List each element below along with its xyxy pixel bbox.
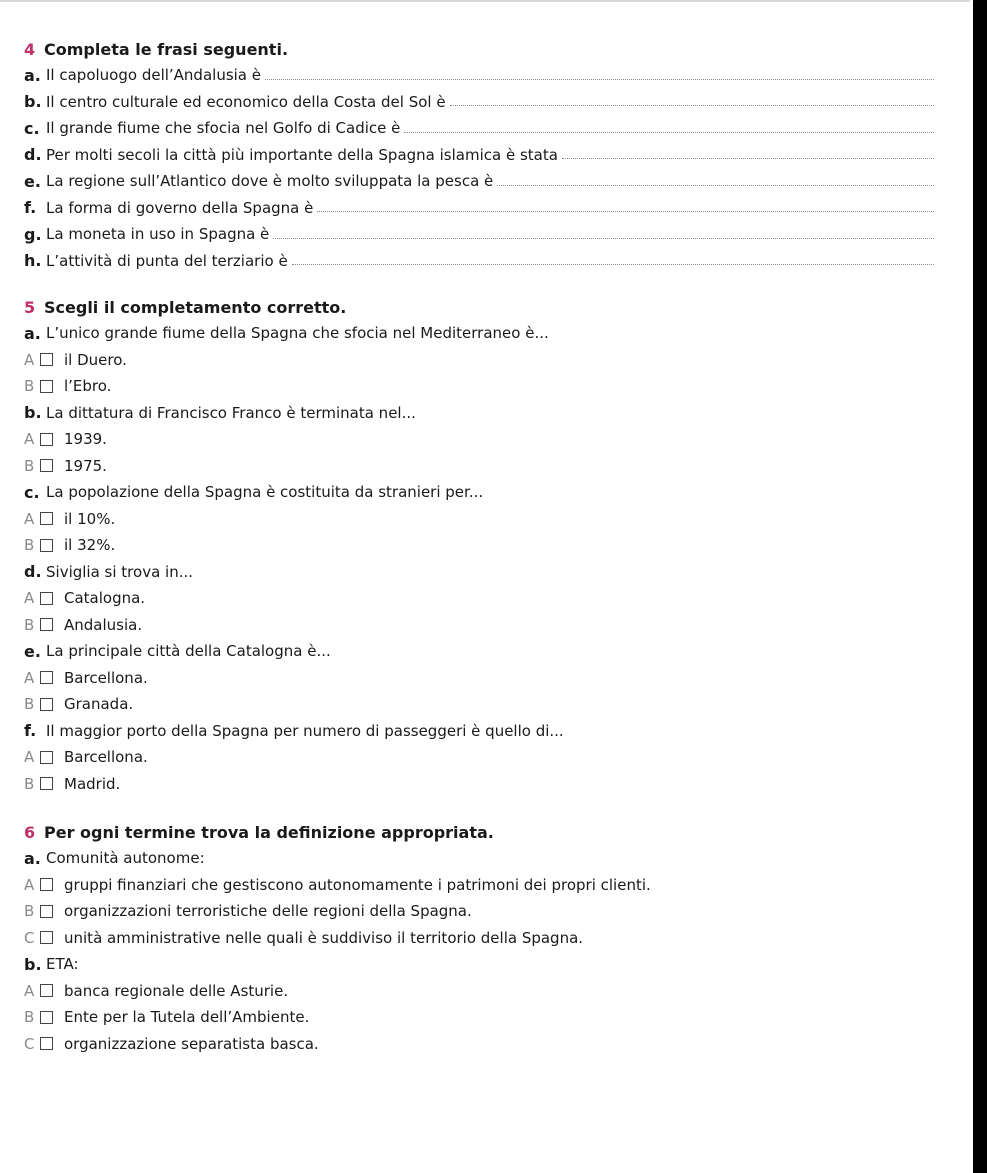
option-label: B <box>24 536 35 555</box>
question-f <box>24 718 934 745</box>
option-text: organizzazione separatista basca. <box>64 1034 319 1053</box>
option-label: B <box>24 902 35 921</box>
option-text: l’Ebro. <box>64 377 112 396</box>
option-text: Ente per la Tutela dell’Ambiente. <box>64 1008 310 1027</box>
option-text: 1939. <box>64 430 107 449</box>
question-letter: b. <box>24 954 42 974</box>
item-letter: c. <box>24 118 40 138</box>
option-b-B[interactable] <box>24 453 934 480</box>
option-a-A[interactable] <box>24 347 934 374</box>
checkbox[interactable] <box>40 539 53 552</box>
option-e-B[interactable] <box>24 691 934 718</box>
option-6b-B[interactable] <box>24 1004 934 1031</box>
option-b-A[interactable] <box>24 426 934 453</box>
option-f-B[interactable] <box>24 771 934 798</box>
answer-line[interactable] <box>292 264 934 265</box>
question-text: La principale città della Catalogna è... <box>46 642 331 661</box>
question-letter: f. <box>24 721 37 741</box>
fill-in-item-f <box>24 195 934 222</box>
option-text: Andalusia. <box>64 615 143 634</box>
item-letter: g. <box>24 224 42 244</box>
item-text: Il grande fiume che sfocia nel Golfo di Cadice è <box>46 119 401 138</box>
checkbox[interactable] <box>40 751 53 764</box>
top-rule <box>0 0 970 2</box>
option-label: B <box>24 456 35 475</box>
option-label: B <box>24 615 35 634</box>
option-text: organizzazioni terroristiche delle regioni della Spagna. <box>64 902 472 921</box>
answer-line[interactable] <box>450 105 934 106</box>
answer-line[interactable] <box>404 132 934 133</box>
checkbox[interactable] <box>40 459 53 472</box>
option-label: A <box>24 668 35 687</box>
answer-line[interactable] <box>497 185 934 186</box>
option-text: gruppi finanziari che gestiscono autonomamente i patrimoni dei propri clienti. <box>64 875 651 894</box>
checkbox[interactable] <box>40 353 53 366</box>
question-letter: b. <box>24 403 42 423</box>
question-letter: a. <box>24 323 41 343</box>
item-text: La forma di governo della Spagna è <box>46 198 314 217</box>
question-text: ETA: <box>46 955 79 974</box>
checkbox[interactable] <box>40 698 53 711</box>
question-letter: c. <box>24 482 40 502</box>
option-label: A <box>24 509 35 528</box>
checkbox[interactable] <box>40 984 53 997</box>
checkbox[interactable] <box>40 380 53 393</box>
fill-in-item-e <box>24 168 934 195</box>
option-text: 1975. <box>64 456 107 475</box>
option-label: A <box>24 350 35 369</box>
question-text: Siviglia si trova in... <box>46 562 194 581</box>
fill-in-item-d <box>24 142 934 169</box>
option-label: A <box>24 589 35 608</box>
exercise-title: Scegli il completamento corretto. <box>44 297 347 317</box>
worksheet-page <box>24 36 934 1057</box>
option-label: B <box>24 774 35 793</box>
answer-line[interactable] <box>562 158 934 159</box>
item-letter: b. <box>24 92 42 112</box>
question-text: La dittatura di Francisco Franco è terminata nel... <box>46 403 416 422</box>
question-c <box>24 479 934 506</box>
answer-line[interactable] <box>265 79 934 80</box>
fill-in-item-h <box>24 248 934 275</box>
checkbox[interactable] <box>40 878 53 891</box>
item-letter: f. <box>24 198 37 218</box>
exercise-title: Per ogni termine trova la definizione appropriata. <box>44 822 494 842</box>
option-text: unità amministrative nelle quali è suddiviso il territorio della Spagna. <box>64 928 584 947</box>
question-letter: d. <box>24 562 42 582</box>
question-text: Comunità autonome: <box>46 849 205 868</box>
option-d-A[interactable] <box>24 585 934 612</box>
option-text: Barcellona. <box>64 668 148 687</box>
option-6a-A[interactable] <box>24 872 934 899</box>
item-text: Il capoluogo dell’Andalusia è <box>46 66 261 85</box>
checkbox[interactable] <box>40 1037 53 1050</box>
option-c-A[interactable] <box>24 506 934 533</box>
item-letter: e. <box>24 171 41 191</box>
exercise-number: 6 <box>24 822 36 842</box>
checkbox[interactable] <box>40 433 53 446</box>
option-label: A <box>24 981 35 1000</box>
question-text: L’unico grande fiume della Spagna che sfocia nel Mediterraneo è... <box>46 324 549 343</box>
option-d-B[interactable] <box>24 612 934 639</box>
option-a-B[interactable] <box>24 373 934 400</box>
option-text: Catalogna. <box>64 589 146 608</box>
option-6a-C[interactable] <box>24 925 934 952</box>
exercise-4-heading <box>24 36 934 62</box>
option-text: Barcellona. <box>64 748 148 767</box>
item-letter: a. <box>24 65 41 85</box>
question-text: Il maggior porto della Spagna per numero di passeggeri è quello di... <box>46 721 564 740</box>
option-label: A <box>24 875 35 894</box>
checkbox[interactable] <box>40 671 53 684</box>
option-label: B <box>24 695 35 714</box>
option-e-A[interactable] <box>24 665 934 692</box>
question-letter: a. <box>24 848 41 868</box>
item-text: Il centro culturale ed economico della Costa del Sol è <box>46 92 446 111</box>
fill-in-item-a <box>24 62 934 89</box>
checkbox[interactable] <box>40 931 53 944</box>
fill-in-item-c <box>24 115 934 142</box>
question-text: La popolazione della Spagna è costituita da stranieri per... <box>46 483 484 502</box>
item-text: L’attività di punta del terziario è <box>46 251 288 270</box>
checkbox[interactable] <box>40 777 53 790</box>
question-d <box>24 559 934 586</box>
answer-line[interactable] <box>273 238 934 239</box>
item-text: La regione sull’Atlantico dove è molto sviluppata la pesca è <box>46 172 494 191</box>
question-a <box>24 320 934 347</box>
option-text: il 32%. <box>64 536 116 555</box>
exercise-6-heading <box>24 819 934 845</box>
option-label: A <box>24 748 35 767</box>
term-b <box>24 951 934 978</box>
option-text: Madrid. <box>64 774 121 793</box>
checkbox[interactable] <box>40 1011 53 1024</box>
exercise-number: 4 <box>24 39 36 59</box>
question-e <box>24 638 934 665</box>
option-f-A[interactable] <box>24 744 934 771</box>
option-text: il 10%. <box>64 509 116 528</box>
option-6b-C[interactable] <box>24 1031 934 1058</box>
checkbox[interactable] <box>40 592 53 605</box>
option-6a-B[interactable] <box>24 898 934 925</box>
item-letter: h. <box>24 251 42 271</box>
option-text: banca regionale delle Asturie. <box>64 981 289 1000</box>
option-label: B <box>24 377 35 396</box>
exercise-5-heading <box>24 294 934 320</box>
fill-in-item-g <box>24 221 934 248</box>
option-label: B <box>24 1008 35 1027</box>
section-spacer <box>24 797 934 819</box>
option-text: Granada. <box>64 695 134 714</box>
exercise-number: 5 <box>24 297 36 317</box>
item-text: La moneta in uso in Spagna è <box>46 225 270 244</box>
fill-in-item-b <box>24 89 934 116</box>
term-a <box>24 845 934 872</box>
option-6b-A[interactable] <box>24 978 934 1005</box>
exercise-title: Completa le frasi seguenti. <box>44 39 289 59</box>
option-c-B[interactable] <box>24 532 934 559</box>
question-letter: e. <box>24 641 41 661</box>
option-text: il Duero. <box>64 350 127 369</box>
item-text: Per molti secoli la città più importante della Spagna islamica è stata <box>46 145 558 164</box>
question-b <box>24 400 934 427</box>
option-label: A <box>24 430 35 449</box>
option-label: C <box>24 1034 35 1053</box>
item-letter: d. <box>24 145 42 165</box>
right-edge-bar <box>973 0 987 1173</box>
answer-line[interactable] <box>317 211 934 212</box>
checkbox[interactable] <box>40 512 53 525</box>
checkbox[interactable] <box>40 618 53 631</box>
option-label: C <box>24 928 35 947</box>
section-spacer <box>24 274 934 294</box>
checkbox[interactable] <box>40 905 53 918</box>
